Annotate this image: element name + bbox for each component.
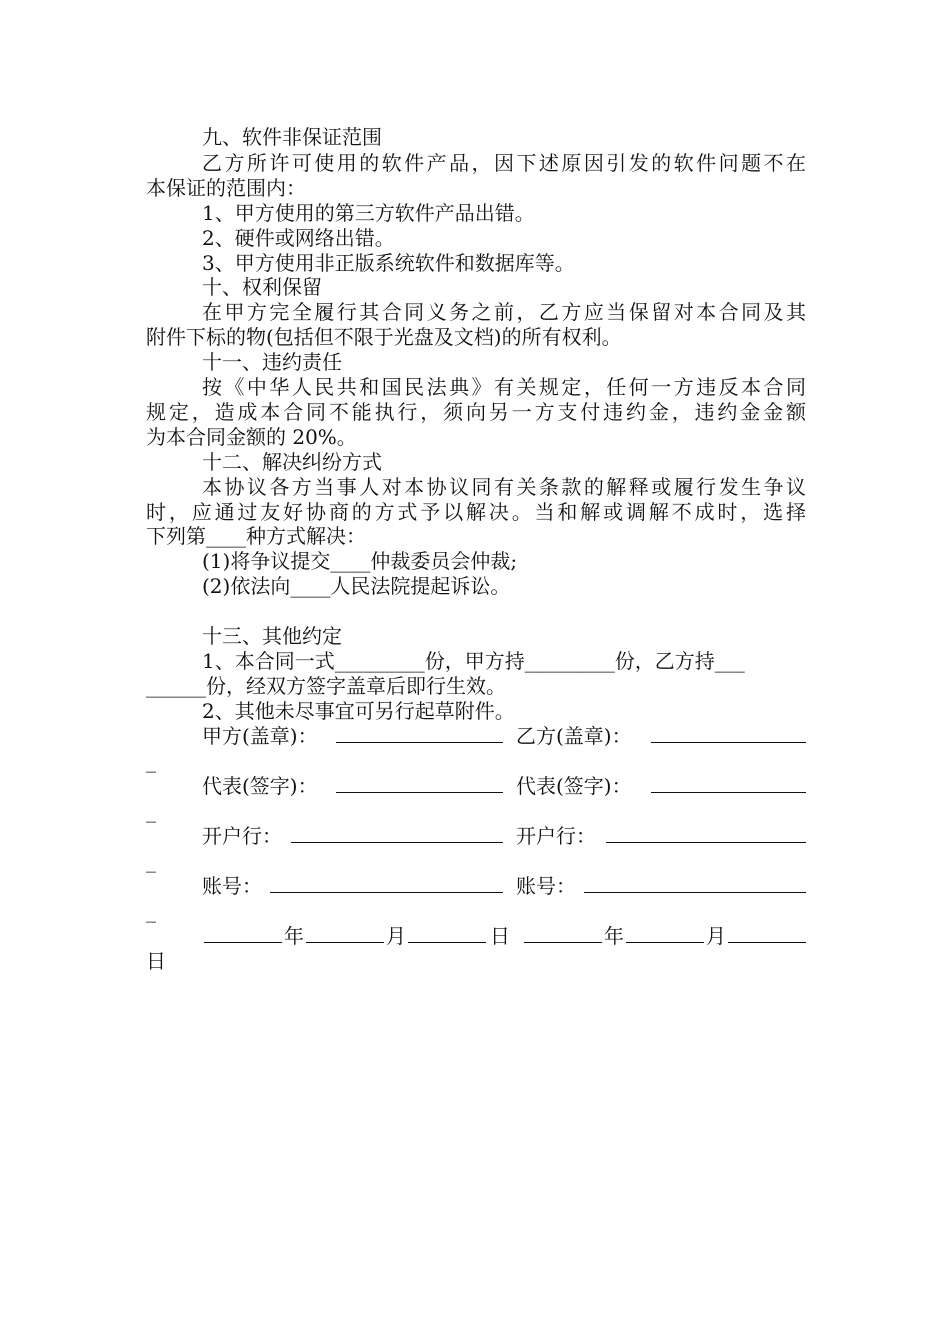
- date-b-year-label: 年: [604, 924, 624, 948]
- date-b-day-blank: [728, 924, 806, 943]
- bank-b-label: 开户行：: [516, 824, 596, 848]
- party-b-seal-label: 乙方(盖章)：: [516, 724, 632, 748]
- section-12-heading: 十二、解决纠纷方式: [202, 450, 382, 474]
- date-b-day-label: 日: [146, 949, 166, 973]
- date-a-day-label: 日: [490, 924, 510, 948]
- bank-b-blank: [606, 824, 806, 843]
- section-10-line2: 附件下标的物(包括但不限于光盘及文档)的所有权利。: [146, 325, 622, 349]
- section-11-heading: 十一、违约责任: [202, 350, 342, 374]
- wrap-dash-2: _: [146, 799, 156, 823]
- rep-b-blank: [651, 774, 806, 793]
- section-12-line3: 下列第____种方式解决：: [146, 524, 366, 548]
- wrap-dash-3: _: [146, 849, 156, 873]
- section-9-item-1: 1、甲方使用的第三方软件产品出错。: [202, 201, 535, 225]
- section-9-heading: 九、软件非保证范围: [202, 125, 382, 149]
- date-a-month-blank: [306, 924, 384, 943]
- rep-b-label: 代表(签字)：: [516, 774, 632, 798]
- party-a-seal-blank: [336, 724, 503, 743]
- section-9-item-2: 2、硬件或网络出错。: [202, 226, 395, 250]
- section-12-line1: 本协议各方当事人对本协议同有关条款的解释或履行发生争议: [202, 475, 806, 499]
- section-9-intro-line2: 本保证的范围内：: [146, 176, 306, 200]
- bank-a-blank: [291, 824, 503, 843]
- section-12-line2: 时，应通过友好协商的方式予以解决。当和解或调解不成时，选择: [146, 500, 806, 524]
- section-12-option-2: (2)依法向____人民法院提起诉讼。: [202, 574, 511, 598]
- account-a-blank: [270, 874, 503, 893]
- section-10-line1: 在甲方完全履行其合同义务之前，乙方应当保留对本合同及其: [202, 300, 806, 324]
- party-b-seal-blank: [651, 724, 806, 743]
- section-9-item-3: 3、甲方使用非正版系统软件和数据库等。: [202, 251, 575, 275]
- date-b-month-label: 月: [706, 924, 726, 948]
- date-b-year-blank: [524, 924, 602, 943]
- account-a-label: 账号：: [202, 874, 262, 898]
- section-13-item-1-line1: 1、本合同一式_________份，甲方持_________份，乙方持___: [202, 649, 745, 673]
- account-b-label: 账号：: [516, 874, 576, 898]
- date-b-month-blank: [626, 924, 704, 943]
- rep-a-label: 代表(签字)：: [202, 774, 318, 798]
- wrap-dash-1: _: [146, 749, 156, 773]
- section-11-line2: 规定，造成本合同不能执行，须向另一方支付违约金，违约金金额: [146, 400, 806, 424]
- section-11-line3: 为本合同金额的 20%。: [146, 425, 357, 449]
- date-a-year-blank: [204, 924, 282, 943]
- date-a-month-label: 月: [386, 924, 406, 948]
- section-9-intro-line1: 乙方所许可使用的软件产品，因下述原因引发的软件问题不在: [202, 151, 806, 175]
- section-13-heading: 十三、其他约定: [202, 624, 342, 648]
- section-12-option-1: (1)将争议提交____仲裁委员会仲裁;: [202, 549, 518, 573]
- date-a-year-label: 年: [284, 924, 304, 948]
- section-10-heading: 十、权利保留: [202, 275, 322, 299]
- rep-a-blank: [336, 774, 503, 793]
- bank-a-label: 开户行：: [202, 824, 282, 848]
- date-a-day-blank: [408, 924, 486, 943]
- section-13-item-2: 2、其他未尽事宜可另行起草附件。: [202, 699, 515, 723]
- section-11-line1: 按《中华人民共和国民法典》有关规定，任何一方违反本合同: [202, 375, 806, 399]
- party-a-seal-label: 甲方(盖章)：: [202, 724, 318, 748]
- account-b-blank: [584, 874, 806, 893]
- wrap-dash-4: _: [146, 899, 156, 923]
- section-13-item-1-line2: ______份，经双方签字盖章后即行生效。: [146, 674, 506, 698]
